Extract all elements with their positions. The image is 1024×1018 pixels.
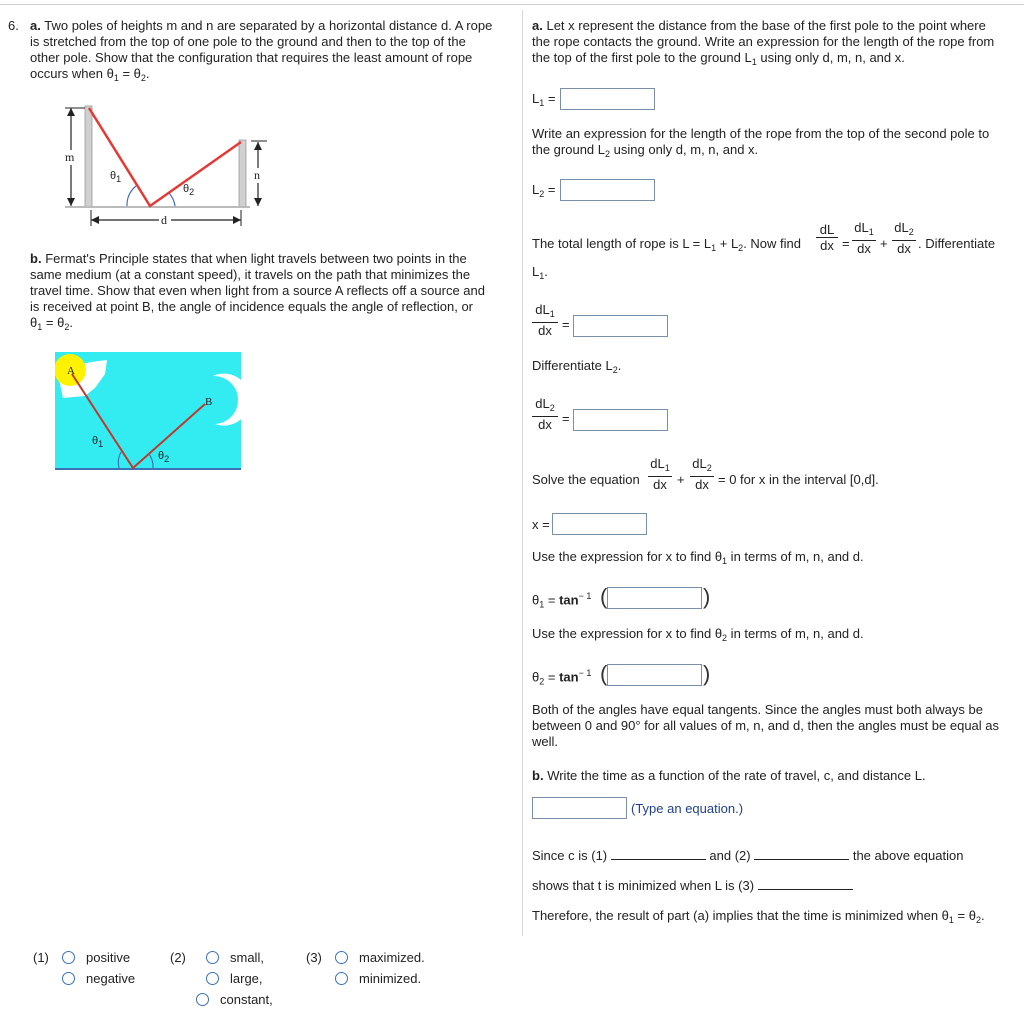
dL-dx-fraction: $\frac{dL}{dx}$ bbox=[816, 222, 838, 253]
radio-constant[interactable] bbox=[196, 993, 209, 1006]
label-n: n bbox=[254, 168, 260, 182]
fig2-theta1: $\theta_1$ bbox=[92, 435, 104, 449]
theta1-close-paren: ) bbox=[703, 584, 711, 609]
dL2dx-input[interactable] bbox=[573, 409, 668, 431]
label-theta2: $\theta_2$ bbox=[183, 183, 195, 197]
part-b-line-4: is received at point B, the angle of incidence equals the angle of reflection, or bbox=[30, 299, 474, 314]
radio-minimized[interactable] bbox=[335, 972, 348, 985]
shows-sentence: shows that t is minimized when L is (3) bbox=[532, 878, 853, 893]
column-divider bbox=[522, 10, 523, 936]
part-b-label: b. bbox=[30, 251, 42, 266]
label-m: m bbox=[65, 150, 75, 164]
left-pole bbox=[85, 106, 92, 207]
conclusion-line-1: Both of the angles have equal tangents. Since the angles must both always be bbox=[532, 702, 983, 717]
total-length-text: The total length of rope is $L = L_1 + L_2$. Now find bbox=[532, 236, 801, 253]
choice-large[interactable]: large, bbox=[230, 971, 263, 986]
conclusion-line-2: between 0 and 90° for all values of m, n, and d, then the angles must be equal as bbox=[532, 718, 1000, 733]
radio-maximized[interactable] bbox=[335, 951, 348, 964]
choice-group-1-label: (1) bbox=[33, 950, 49, 965]
part-b-instruction: b. Write the time as a function of the rate of travel, c, and distance L. bbox=[532, 768, 926, 783]
choice-group-3-label: (3) bbox=[306, 950, 322, 965]
radio-positive[interactable] bbox=[62, 951, 75, 964]
solve-dL1-fraction: $\frac{dL_1}{dx}$ bbox=[648, 456, 672, 492]
part-b-line-1: Fermat's Principle states that when light travels between two points in the bbox=[45, 251, 467, 266]
L2-input[interactable] bbox=[560, 179, 655, 201]
differentiate-L2: Differentiate $L_2$. bbox=[532, 358, 622, 375]
choice-positive[interactable]: positive bbox=[86, 950, 131, 965]
x-input[interactable] bbox=[552, 513, 647, 535]
radio-small[interactable] bbox=[206, 951, 219, 964]
blank-1[interactable] bbox=[611, 859, 706, 860]
part-b-line-5: $\theta_1 = \theta_2$. bbox=[30, 315, 73, 332]
conclusion-paragraph bbox=[532, 702, 1020, 750]
radio-large[interactable] bbox=[206, 972, 219, 985]
dL2dx-label: $\frac{dL_2}{dx}$ bbox=[532, 396, 558, 432]
theta1-label: $\theta_1 = \tan^{- 1}$ bbox=[532, 591, 592, 610]
part-a-problem bbox=[30, 18, 518, 86]
therefore-sentence: Therefore, the result of part (a) implies that the time is minimized when $\theta_1 = \theta_2$. bbox=[532, 908, 985, 925]
radio-negative[interactable] bbox=[62, 972, 75, 985]
theta1-input[interactable] bbox=[607, 587, 702, 609]
part-b-problem bbox=[30, 251, 518, 335]
theta2-open-paren: ( bbox=[600, 661, 608, 686]
x-label: x = bbox=[532, 517, 550, 532]
L2-intro bbox=[532, 126, 1020, 162]
right-part-a-intro bbox=[532, 18, 1020, 70]
theta2-instruction: Use the expression for x to find $\theta_2$ in terms of m, n, and d. bbox=[532, 626, 864, 643]
choice-small[interactable]: small, bbox=[230, 950, 264, 965]
choice-group-2-label: (2) bbox=[170, 950, 186, 965]
theta1-instruction: Use the expression for x to find $\theta_1$ in terms of m, n, and d. bbox=[532, 549, 864, 566]
fig2-theta2: $\theta_2$ bbox=[158, 450, 170, 464]
solve-dL2-fraction: $\frac{dL_2}{dx}$ bbox=[690, 456, 714, 492]
conclusion-line-3: well. bbox=[532, 734, 559, 749]
type-equation-hint: (Type an equation.) bbox=[631, 801, 744, 816]
L1-input[interactable] bbox=[560, 88, 655, 110]
L1-end: $L_1$. bbox=[532, 264, 548, 281]
solve-tail: = 0 for x in the interval [0,d]. bbox=[718, 472, 879, 487]
right-part-a-label: a. bbox=[532, 18, 543, 33]
L2-label: $L_2$ = bbox=[532, 182, 556, 199]
part-b-line-2: same medium (at a constant speed), it travels on the path that minimizes the bbox=[30, 267, 471, 282]
L1-label: $L_1$ = bbox=[532, 91, 556, 108]
poles-figure bbox=[55, 100, 250, 235]
theta2-close-paren: ) bbox=[703, 661, 711, 686]
choice-maximized[interactable]: maximized. bbox=[359, 950, 425, 965]
dL1dx-label: $\frac{dL_1}{dx}$ bbox=[532, 302, 558, 338]
dL1-dx-fraction: $\frac{dL_1}{dx}$ bbox=[852, 220, 876, 256]
question-number: 6. bbox=[8, 18, 19, 33]
L2-intro-line-2: the ground $L_2$ using only d, m, n, and x. bbox=[532, 142, 759, 159]
label-A: A bbox=[67, 365, 75, 377]
choice-constant[interactable]: constant, bbox=[220, 992, 273, 1007]
part-a-line-4: occurs when $\theta_1 = \theta_2$. bbox=[30, 66, 150, 83]
choice-negative[interactable]: negative bbox=[86, 971, 136, 986]
blank-3[interactable] bbox=[758, 889, 853, 890]
blank-2[interactable] bbox=[754, 859, 849, 860]
part-a-line-1: Two poles of heights m and n are separated by a horizontal distance d. A rope bbox=[44, 18, 493, 33]
differentiate-text: . Differentiate bbox=[918, 236, 996, 251]
right-intro-line-1: Let x represent the distance from the base of the first pole to the point where bbox=[546, 18, 986, 33]
reflection-figure bbox=[55, 352, 241, 472]
L2-intro-line-1: Write an expression for the length of the rope from the top of the second pole to bbox=[532, 126, 990, 141]
part-a-line-3: other pole. Show that the configuration that requires the least amount of rope bbox=[30, 50, 473, 65]
time-equation-input[interactable] bbox=[532, 797, 627, 819]
label-d: d bbox=[161, 213, 167, 227]
label-B: B bbox=[205, 396, 213, 408]
theta2-input[interactable] bbox=[607, 664, 702, 686]
since-c-sentence: Since c is (1) and (2) the above equation bbox=[532, 848, 964, 863]
theta1-open-paren: ( bbox=[600, 584, 608, 609]
solve-text: Solve the equation bbox=[532, 472, 640, 487]
part-b-line-3: travel time. Show that even when light from a source A reflects off a source and bbox=[30, 283, 485, 298]
n-arrow bbox=[245, 138, 275, 210]
label-theta1: $\theta_1$ bbox=[110, 170, 122, 184]
part-a-label: a. bbox=[30, 18, 41, 33]
theta2-label: $\theta_2 = \tan^{- 1}$ bbox=[532, 668, 592, 687]
right-intro-line-2: the rope contacts the ground. Write an expression for the length of the rope from bbox=[532, 34, 995, 49]
right-intro-line-3: the top of the first pole to the ground $L_1$ using only d, m, n, and x. bbox=[532, 50, 905, 67]
dL2-dx-fraction: $\frac{dL_2}{dx}$ bbox=[892, 220, 916, 256]
part-a-line-2: is stretched from the top of one pole to the ground and then to the top of the bbox=[30, 34, 466, 49]
dL1dx-input[interactable] bbox=[573, 315, 668, 337]
choice-minimized[interactable]: minimized. bbox=[359, 971, 422, 986]
top-divider bbox=[0, 4, 1024, 5]
